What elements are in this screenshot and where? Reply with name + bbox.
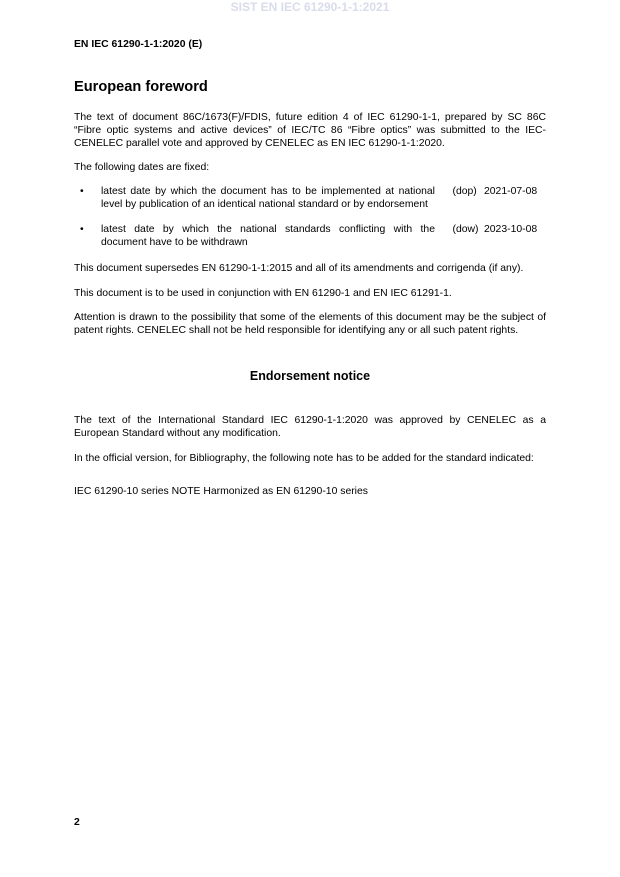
date-description	[101, 185, 435, 211]
foreword-intro-line: CENELEC parallel vote and approved by CENELEC as EN IEC 61290-1-1:2020.	[74, 137, 445, 149]
date-description-line: latest date by which the document has to be implemented at national	[101, 185, 435, 197]
date-description-line: document have to be withdrawn	[101, 236, 248, 248]
date-description-line: level by publication of an identical national standard or by endorsement	[101, 198, 428, 210]
date-code: (dop)	[452, 185, 477, 197]
foreword-title: European foreword	[74, 79, 208, 95]
bullet-marker: •	[80, 185, 84, 197]
foreword-intro	[74, 111, 546, 150]
date-item	[0, 223, 620, 249]
date-description-line: latest date by which the national standards conflicting with the	[101, 223, 435, 235]
document-id-header: EN IEC 61290-1-1:2020 (E)	[74, 38, 203, 50]
patent-attention-line: Attention is drawn to the possibility that some of the elements of this document may be the subject of	[74, 311, 546, 323]
supersedes-text: This document supersedes EN 61290-1-1:2015 and all of its amendments and corrigenda (if any).	[74, 262, 524, 274]
conjunction-text: This document is to be used in conjunction with EN 61290-1 and EN IEC 61291-1.	[74, 287, 452, 299]
dates-intro	[74, 161, 546, 174]
patent-attention-line: patent rights. CENELEC shall not be held responsible for identifying any or all such patent rights.	[74, 324, 519, 336]
date-code: (dow)	[452, 223, 479, 235]
endorsement-text	[74, 414, 546, 440]
dates-list	[0, 185, 620, 249]
date-value: 2021-07-08	[484, 185, 538, 197]
official-version-text: In the official version, for Bibliography, the following note has to be added for the standard indicated:	[74, 452, 534, 464]
endorsement-text-line: European Standard without any modification.	[74, 427, 281, 439]
bibliography-note-text: IEC 61290-10 series NOTE Harmonized as EN 61290-10 series	[74, 485, 368, 497]
foreword-intro-line: “Fibre optic systems and active devices” of IEC/TC 86 “Fibre optics” was submitted to the IEC-	[74, 124, 546, 136]
watermark-text: SIST EN IEC 61290-1-1:2021	[230, 0, 390, 14]
date-value: 2023-10-08	[484, 223, 538, 235]
conjunction-statement	[74, 287, 546, 300]
foreword-intro-line: The text of document 86C/1673(F)/FDIS, future edition 4 of IEC 61290-1-1, prepared by SC 86C	[74, 111, 546, 123]
official-version-note	[74, 452, 546, 465]
date-item	[0, 185, 620, 211]
patent-attention-notice	[74, 311, 546, 337]
bibliography-note	[74, 485, 546, 498]
dates-intro-text: The following dates are fixed:	[74, 161, 210, 173]
endorsement-text-line: The text of the International Standard IEC 61290-1-1:2020 was approved by CENELEC as a	[74, 414, 546, 426]
bullet-marker: •	[80, 223, 84, 235]
endorsement-title: Endorsement notice	[249, 369, 371, 383]
supersedes-statement	[74, 262, 546, 275]
date-description	[101, 223, 435, 249]
page-number: 2	[74, 816, 80, 828]
